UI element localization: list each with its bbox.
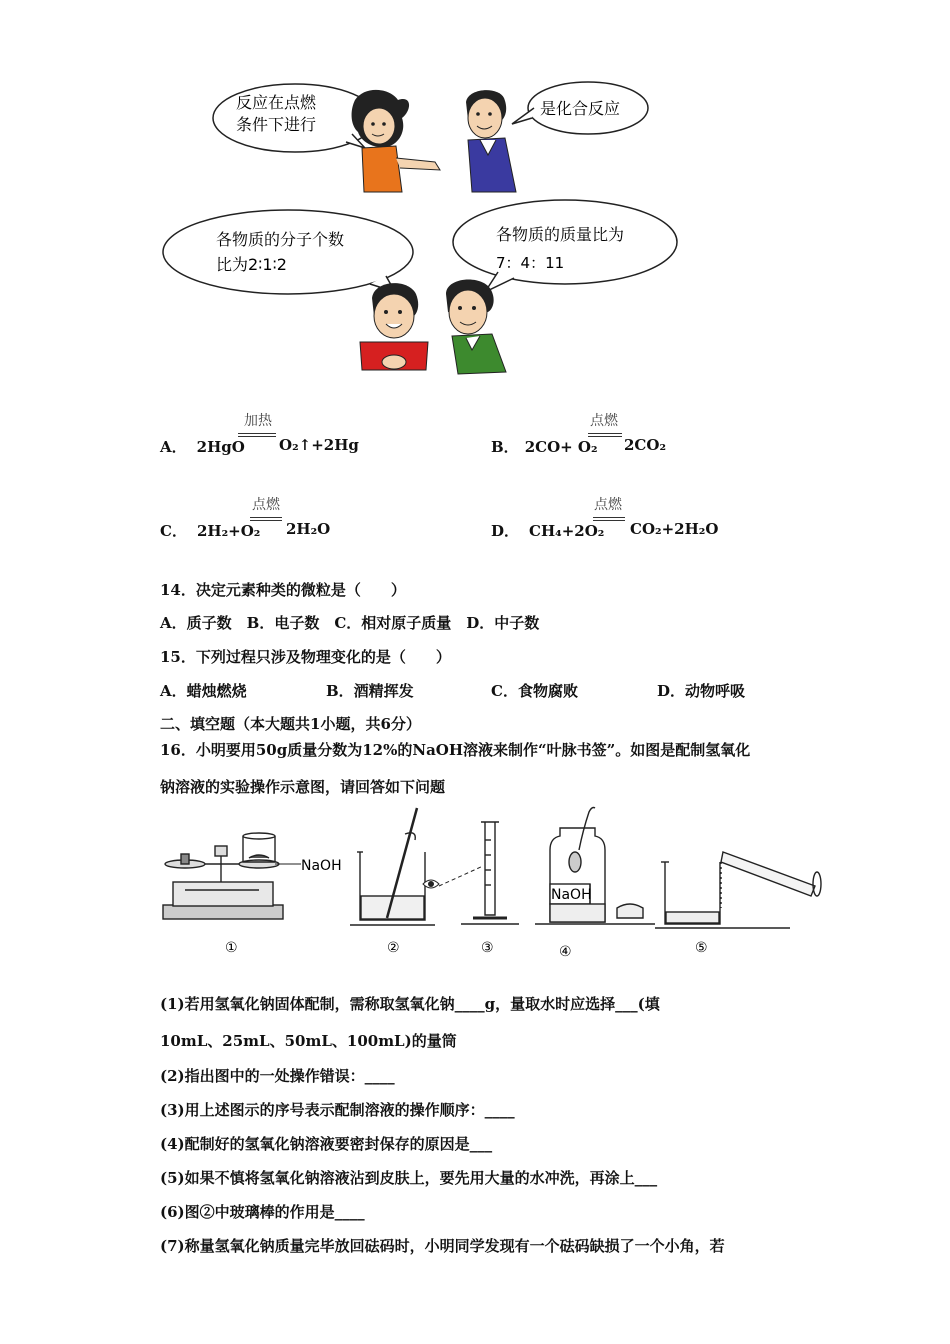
q14-options: A．质子数 B．电子数 C．相对原子质量 D．中子数 <box>160 614 540 632</box>
bubble1-line1: 反应在点燃 <box>236 93 317 112</box>
sub-question-4: (4)配制好的氢氧化钠溶液要密封保存的原因是___ <box>160 1135 493 1153</box>
q16-stem-line2: 钠溶液的实验操作示意图，请回答如下问题 <box>160 778 446 796</box>
option-b-product: 2CO₂ <box>624 436 667 454</box>
bubble3-line2: 比为2∶1∶2 <box>216 255 287 274</box>
cartoon-illustration <box>150 80 690 380</box>
option-d-product: CO₂+2H₂O <box>630 520 719 538</box>
q16-stem-line1: 16．小明要用50g质量分数为12%的NaOH溶液来制作“叶脉书签”。如图是配制氢氧化 <box>160 741 751 759</box>
option-c: C． 2H₂+O₂ <box>160 522 261 540</box>
girl-figure <box>352 90 440 192</box>
bubble1-line2: 条件下进行 <box>236 115 317 134</box>
step-label-4: ④ <box>559 944 572 960</box>
lab-procedure-figure <box>155 800 835 965</box>
man-figure <box>466 90 516 192</box>
bubble2-text: 是化合反应 <box>540 99 621 118</box>
reagent-bottle <box>535 808 655 925</box>
graduated-cylinder <box>461 822 519 924</box>
sub-question-1b: 10mL、25mL、50mL、100mL)的量筒 <box>160 1032 457 1050</box>
option-c-condition: 点燃 <box>252 497 280 513</box>
bubble3-line1: 各物质的分子个数 <box>216 230 345 249</box>
step-label-2: ② <box>387 940 400 956</box>
option-b-condition: 点燃 <box>590 413 618 429</box>
step-label-5: ⑤ <box>695 940 708 956</box>
q14-stem: 14．决定元素种类的微粒是（ ） <box>160 581 406 599</box>
q15-stem: 15．下列过程只涉及物理变化的是（ ） <box>160 648 451 666</box>
boy-figure-1 <box>360 283 428 370</box>
option-c-product: 2H₂O <box>286 520 331 538</box>
q15-option-d: D．动物呼吸 <box>657 682 746 700</box>
option-d-condition: 点燃 <box>594 497 622 513</box>
option-a-product: O₂↑+2Hg <box>279 436 359 454</box>
bubble4-line2: 7：4：11 <box>496 254 565 272</box>
sub-question-7: (7)称量氢氧化钠质量完毕放回砝码时，小明同学发现有一个砝码缺损了一个小角，若 <box>160 1237 725 1255</box>
q15-option-c: C．食物腐败 <box>491 682 578 700</box>
step-label-1: ① <box>225 940 238 956</box>
q15-option-b: B．酒精挥发 <box>326 682 414 700</box>
q15-option-a: A．蜡烛燃烧 <box>160 682 247 700</box>
sub-question-6: (6)图②中玻璃棒的作用是____ <box>160 1203 365 1221</box>
balance-apparatus <box>163 833 283 919</box>
option-a: A． 2HgO <box>160 438 245 456</box>
option-d: D． CH₄+2O₂ <box>491 522 605 540</box>
beaker-with-glass-rod <box>350 808 435 925</box>
section-heading: 二、填空题（本大题共1小题，共6分） <box>160 715 421 733</box>
step-label-3: ③ <box>481 940 494 956</box>
sub-question-5: (5)如果不慎将氢氧化钠溶液沾到皮肤上，要先用大量的水冲洗，再涂上___ <box>160 1169 658 1187</box>
sub-question-2: (2)指出图中的一处操作错误：____ <box>160 1067 395 1085</box>
eye-icon <box>423 866 483 888</box>
sub-question-1a: (1)若用氢氧化钠固体配制，需称取氢氧化钠____g，量取水时应选择___(填 <box>160 995 660 1013</box>
option-a-condition: 加热 <box>244 413 272 429</box>
naoh-label-balance: NaOH <box>301 858 342 874</box>
naoh-label-bottle: NaOH <box>551 887 592 903</box>
option-b: B． 2CO+ O₂ <box>491 438 598 456</box>
bubble4-line1: 各物质的质量比为 <box>496 225 625 244</box>
pouring-beaker <box>655 852 821 928</box>
boy-figure-2 <box>446 279 506 374</box>
sub-question-3: (3)用上述图示的序号表示配制溶液的操作顺序：____ <box>160 1101 515 1119</box>
